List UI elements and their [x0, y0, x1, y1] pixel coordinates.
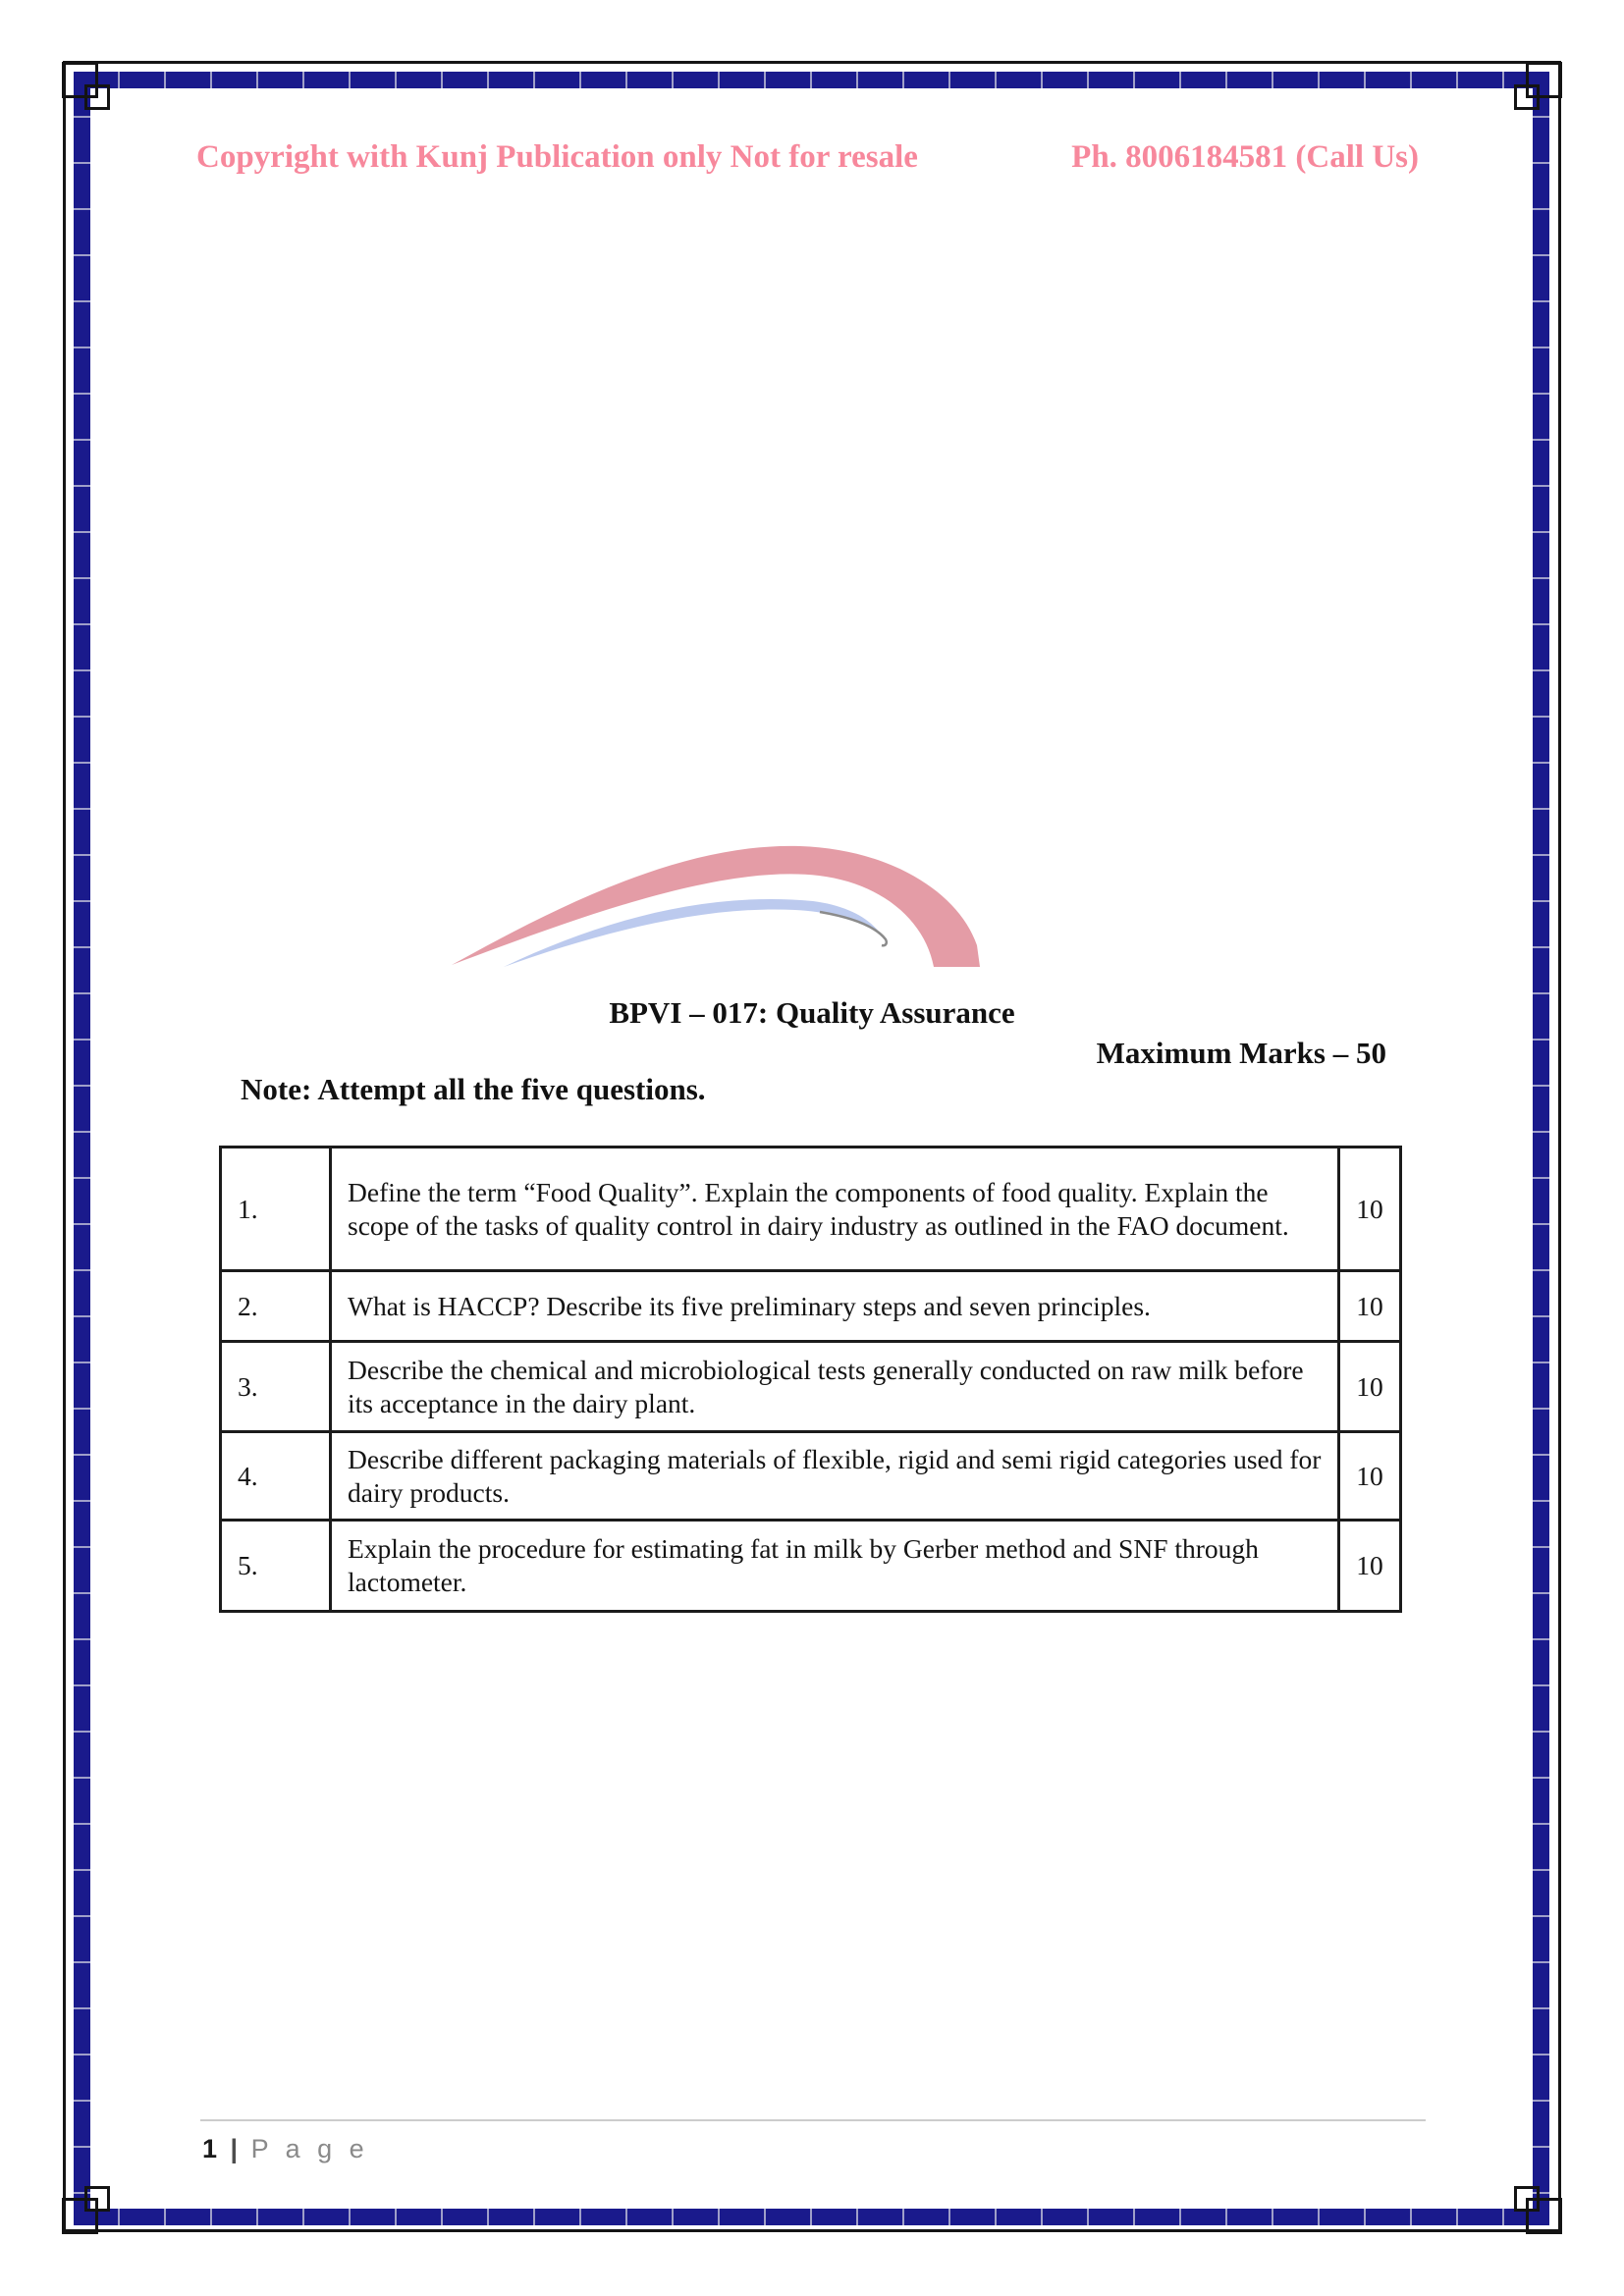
page-border-navy-top: [74, 72, 1549, 88]
question-marks: 10: [1339, 1342, 1401, 1432]
question-marks: 10: [1339, 1521, 1401, 1612]
phone-text: Ph. 8006184581 (Call Us): [1071, 139, 1419, 175]
border-corner-square-icon: [1514, 2186, 1540, 2212]
question-marks: 10: [1339, 1148, 1401, 1271]
page-border-navy-bottom: [74, 2209, 1549, 2225]
question-text: Describe the chemical and microbiological tests generally conducted on raw milk before its acceptance in the dairy plant.: [331, 1342, 1339, 1432]
note-label: Note: Attempt all the five questions.: [241, 1072, 706, 1106]
table-row: [221, 1432, 1401, 1521]
border-corner-square-icon: [1514, 84, 1540, 110]
question-text: Define the term “Food Quality”. Explain the components of food quality. Explain the scope of the tasks of quality control in dairy industry as outlined in the FAO document.: [331, 1148, 1339, 1271]
border-corner-square-icon: [84, 2186, 110, 2212]
page-number: 1: [202, 2134, 218, 2163]
swoosh-logo-icon: [447, 832, 982, 967]
question-text: What is HACCP? Describe its five preliminary steps and seven principles.: [331, 1271, 1339, 1342]
page-footer: [202, 2134, 369, 2164]
question-text: Describe different packaging materials of flexible, rigid and semi rigid categories used for dairy products.: [331, 1432, 1339, 1521]
table-row: [221, 1148, 1401, 1271]
question-number: 3.: [221, 1342, 331, 1432]
footer-page-label: P a g e: [250, 2134, 369, 2163]
table-row: [221, 1342, 1401, 1432]
question-marks: 10: [1339, 1271, 1401, 1342]
page-border-navy-left: [74, 72, 90, 2225]
question-marks: 10: [1339, 1432, 1401, 1521]
footer-separator: |: [230, 2134, 239, 2163]
border-corner-square-icon: [84, 84, 110, 110]
question-text: Explain the procedure for estimating fat in milk by Gerber method and SNF through lactometer.: [331, 1521, 1339, 1612]
table-row: [221, 1271, 1401, 1342]
copyright-text: Copyright with Kunj Publication only Not for resale: [196, 139, 918, 175]
page-title: BPVI – 017: Quality Assurance: [609, 995, 1015, 1030]
question-number: 5.: [221, 1521, 331, 1612]
question-number: 2.: [221, 1271, 331, 1342]
copyright-header: [196, 139, 1419, 176]
question-number: 4.: [221, 1432, 331, 1521]
questions-table: [219, 1146, 1402, 1613]
table-row: [221, 1521, 1401, 1612]
footer-divider: [200, 2119, 1426, 2121]
max-marks-label: Maximum Marks – 50: [1096, 1036, 1386, 1070]
page-border-navy-right: [1533, 72, 1549, 2225]
question-number: 1.: [221, 1148, 331, 1271]
